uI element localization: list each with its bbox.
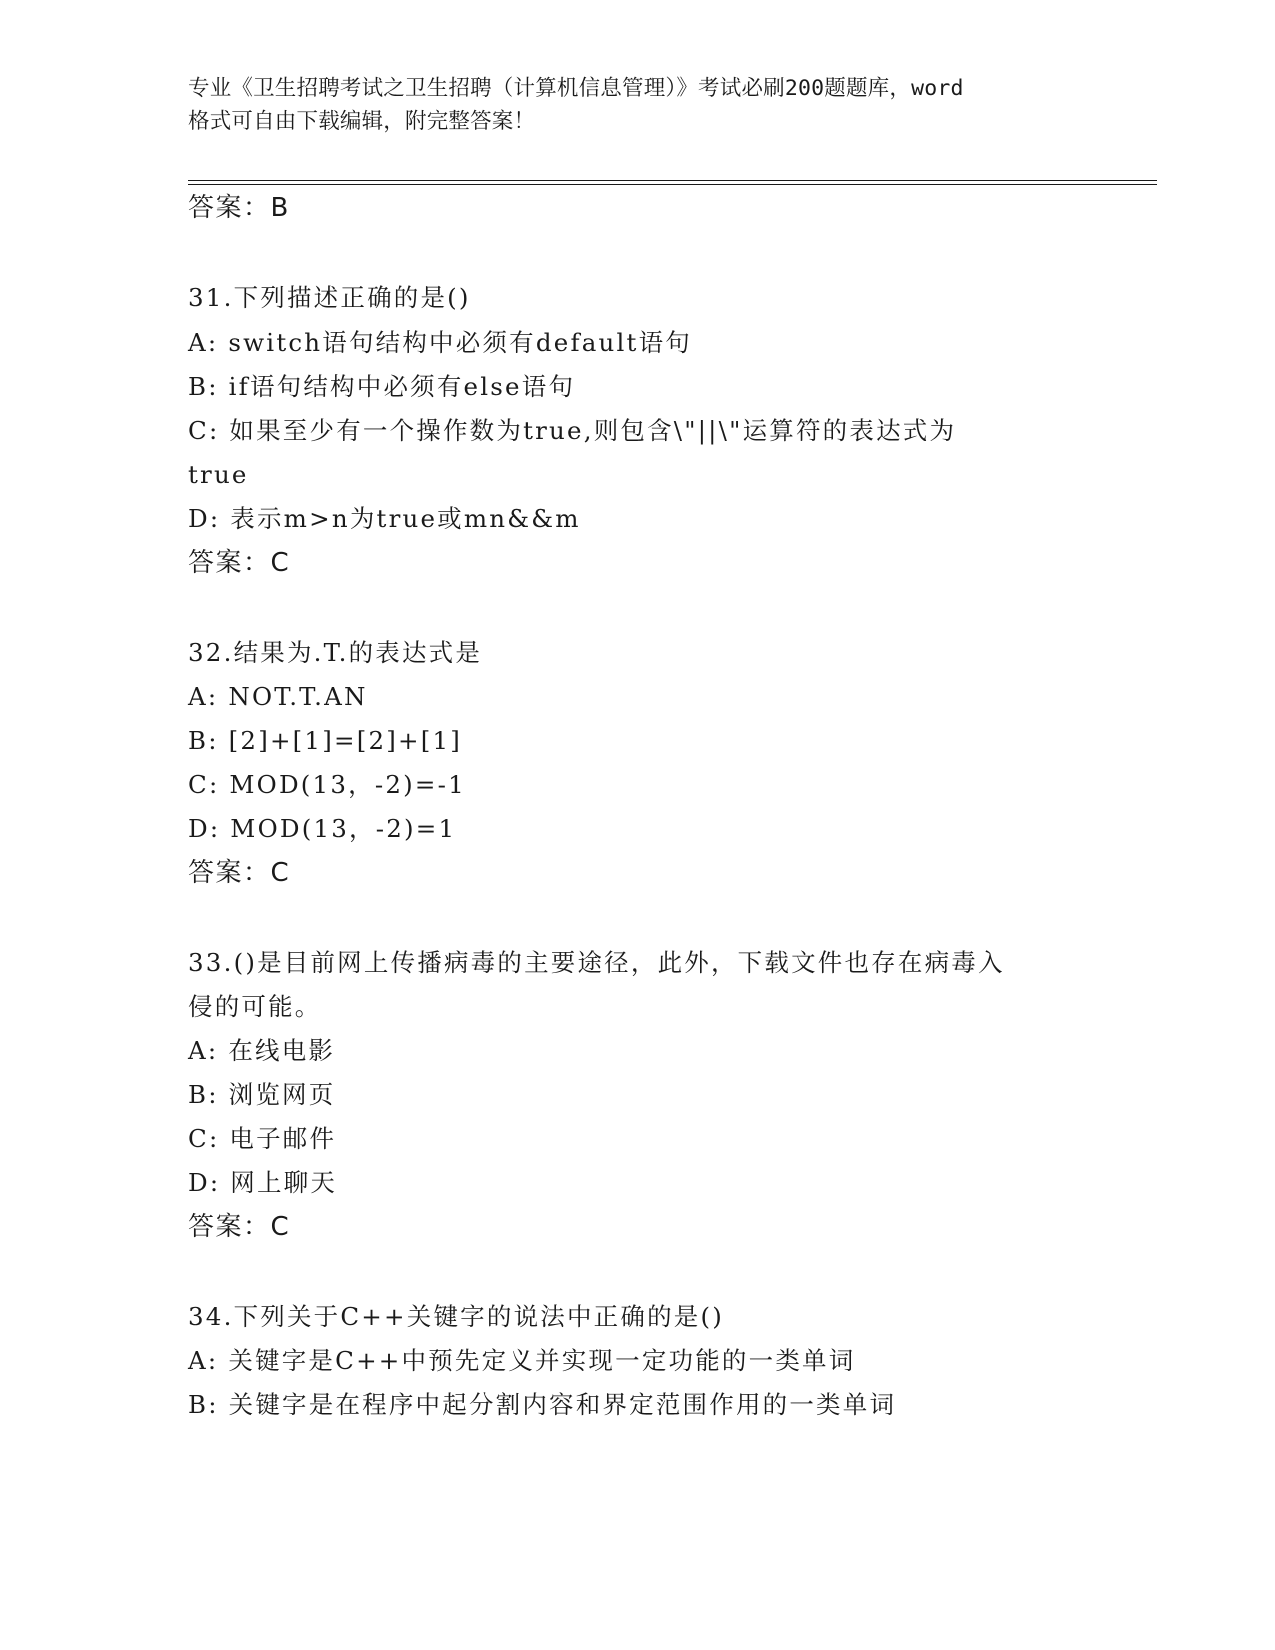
header-rule-top xyxy=(188,180,1157,181)
header-line-1: 专业《卫生招聘考试之卫生招聘（计算机信息管理）》考试必刷200题题库，word xyxy=(188,76,964,101)
answer-line: 答案：C xyxy=(188,858,291,888)
option-c: C: 电子邮件 xyxy=(188,1124,337,1153)
option-d: D: 表示m>n为true或mn&&m xyxy=(188,504,581,533)
option-a: A: NOT.T.AN xyxy=(188,682,368,711)
option-b: B: 关键字是在程序中起分割内容和界定范围作用的一类单词 xyxy=(188,1390,897,1419)
option-d: D: 网上聊天 xyxy=(188,1168,338,1197)
question-31: 31.下列描述正确的是() xyxy=(188,283,471,312)
option-b: B: if语句结构中必须有else语句 xyxy=(188,372,576,401)
question-32: 32.结果为.T.的表达式是 xyxy=(188,638,483,667)
question-33-continued: 侵的可能。 xyxy=(188,992,322,1021)
option-d: D: MOD(13，-2)=1 xyxy=(188,814,457,843)
question-34: 34.下列关于C++关键字的说法中正确的是() xyxy=(188,1302,724,1331)
header-line-2: 格式可自由下载编辑，附完整答案！ xyxy=(188,109,536,134)
option-b: B: 浏览网页 xyxy=(188,1080,336,1109)
option-a: A: switch语句结构中必须有default语句 xyxy=(188,328,692,357)
answer-line: 答案：C xyxy=(188,1212,291,1242)
answer-line: 答案：C xyxy=(188,548,291,578)
option-c: C: 如果至少有一个操作数为true,则包含\"||\"运算符的表达式为 xyxy=(188,416,957,445)
option-b: B: [2]+[1]=[2]+[1] xyxy=(188,726,463,755)
option-c-continued: true xyxy=(188,460,249,489)
answer-line: 答案：B xyxy=(188,193,290,223)
option-a: A: 在线电影 xyxy=(188,1036,336,1065)
option-c: C: MOD(13，-2)=-1 xyxy=(188,770,466,799)
question-33: 33.()是目前网上传播病毒的主要途径，此外，下载文件也存在病毒入 xyxy=(188,948,1005,977)
document-header xyxy=(188,72,1088,138)
option-a: A: 关键字是C++中预先定义并实现一定功能的一类单词 xyxy=(188,1346,856,1375)
header-rule-bottom xyxy=(188,184,1157,185)
